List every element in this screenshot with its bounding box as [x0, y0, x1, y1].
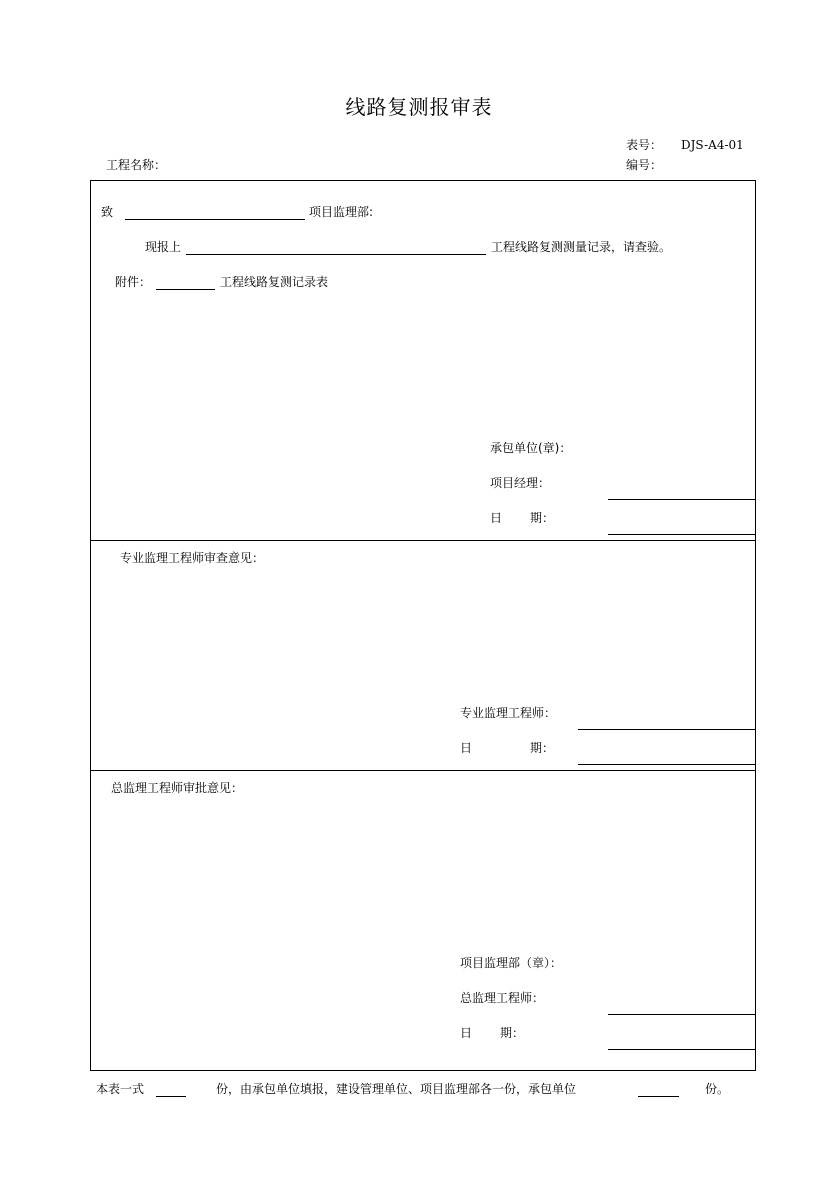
report-suffix: 工程线路复测测量记录，请查验。 — [491, 240, 672, 254]
to-recipient-field[interactable] — [125, 219, 305, 220]
footer-suffix: 份。 — [705, 1082, 730, 1096]
serial-no-label: 编号： — [626, 158, 663, 172]
footer-prefix: 本表一式 — [96, 1082, 145, 1096]
engineer-signature-field[interactable] — [578, 729, 755, 730]
attachment-suffix: 工程线路复测记录表 — [220, 275, 329, 289]
date-field[interactable] — [578, 764, 755, 765]
date-field[interactable] — [608, 1049, 755, 1050]
table-no-label: 表号： — [626, 138, 663, 152]
report-project-field[interactable] — [186, 254, 486, 255]
engineer-opinion-label: 专业监理工程师审查意见： — [120, 551, 265, 565]
report-prefix: 现报上 — [145, 240, 182, 254]
chief-label: 总监理工程师： — [460, 991, 545, 1005]
footer-middle: 份，由承包单位填报，建设管理单位、项目监理部各一份，承包单位 — [216, 1082, 577, 1096]
dept-seal-label: 项目监理部（章）： — [460, 956, 563, 970]
date-label-day: 日 — [460, 741, 473, 755]
table-no-value: DJS-A4-01 — [681, 138, 744, 152]
date-label-period: 期： — [500, 1026, 525, 1040]
date-label-day: 日 — [490, 511, 503, 525]
date-field[interactable] — [608, 534, 755, 535]
section-divider-2 — [90, 770, 755, 771]
date-label-period: 期： — [530, 511, 555, 525]
project-name-label: 工程名称： — [106, 158, 167, 172]
section-divider-1 — [90, 540, 755, 541]
form-frame — [90, 180, 756, 1071]
form-title: 线路复测报审表 — [345, 95, 493, 119]
attachment-label: 附件： — [115, 275, 152, 289]
copies-count-field[interactable] — [156, 1096, 186, 1097]
manager-label: 项目经理： — [490, 476, 551, 490]
dept-label: 项目监理部: — [309, 205, 374, 219]
chief-signature-field[interactable] — [608, 1014, 755, 1015]
chief-opinion-label: 总监理工程师审批意见： — [111, 781, 244, 795]
date-label-period: 期： — [530, 741, 555, 755]
to-label: 致 — [101, 205, 114, 219]
attachment-field[interactable] — [156, 289, 215, 290]
date-label-day: 日 — [460, 1026, 473, 1040]
manager-signature-field[interactable] — [608, 499, 755, 500]
engineer-label: 专业监理工程师： — [460, 706, 557, 720]
contractor-copies-field[interactable] — [638, 1096, 679, 1097]
contractor-label: 承包单位(章)： — [490, 441, 572, 455]
